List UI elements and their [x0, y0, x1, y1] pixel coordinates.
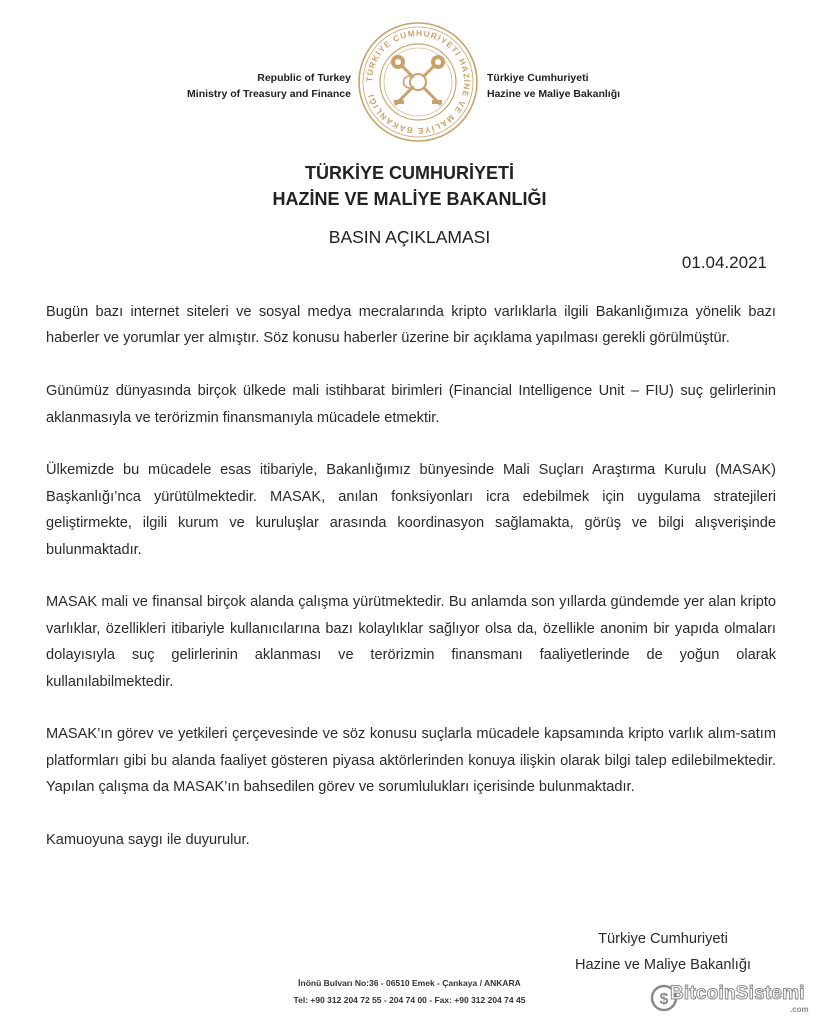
watermark-text: BitcoinSistemi [670, 983, 805, 1004]
paragraph-4: MASAK mali ve finansal birçok alanda çalışma yürütmektedir. Bu anlamda son yıllarda gündemde yer alan kripto varlıklar, özellikleri itibariyle kullanıcılarına bazı kolaylıklar sağlıyor olsa da, özellikle anonim bir yapıda olmaları dolayısıyla suç gelirlerinin aklanması ve terörizmin finansmanı faaliyetlerinde de yoğun olarak kullanılabilmektedir. [46, 594, 776, 690]
signature-block [575, 926, 751, 978]
header-left-line1: Republic of Turkey [257, 72, 351, 84]
signature-line2: Hazine ve Maliye Bakanlığı [574, 957, 751, 973]
header-turkish [487, 70, 620, 102]
watermark-domain: .com [790, 1005, 809, 1014]
header-left-line2: Ministry of Treasury and Finance [187, 88, 351, 100]
header-right-line1: Türkiye Cumhuriyeti [487, 72, 589, 84]
svg-text:$: $ [659, 991, 669, 1008]
header-right-line2: Hazine ve Maliye Bakanlığı [487, 88, 621, 100]
title-line1: TÜRKİYE CUMHURİYETİ [304, 163, 514, 183]
document-title [0, 160, 819, 212]
header-english [187, 70, 351, 102]
paragraph-2: Günümüz dünyasında birçok ülkede mali istihbarat birimleri (Financial Intelligence Unit – FIU) suç gelirlerinin aklanmasıyla ve terörizmin finansmanıyla mücadele etmektir. [46, 383, 776, 426]
release-date: 01.04.2021 [681, 253, 767, 272]
title-line2: HAZİNE VE MALİYE BAKANLIĞI [272, 189, 547, 209]
paragraph-1: Bugün bazı internet siteleri ve sosyal medya mecralarında kripto varlıklarla ilgili Bakanlığımıza yönelik bazı haberler ve yorumlar yer almıştır. Söz konusu haberler üzerine bir açıklama yapılması gerekli görülmüştür. [46, 304, 776, 347]
press-release-body [46, 299, 776, 880]
press-release-heading: BASIN AÇIKLAMASI [328, 227, 491, 247]
footer-line2: Tel: +90 312 204 72 55 - 204 74 00 - Fax: +90 312 204 74 45 [293, 995, 526, 1005]
paragraph-3: Ülkemizde bu mücadele esas itibariyle, Bakanlığımız bünyesinde Mali Suçları Araştırma Kurulu (MASAK) Başkanlığı’nca yürütülmektedir. MASAK, anılan fonksiyonları icra edebilmek için uygulama stratejileri geliştirmekte, ilgili kurum ve kuruluşlar arasında koordinasyon sağlamakta, görüş ve bilgi alışverişinde bulunmaktadır. [46, 462, 776, 558]
ministry-seal-icon [356, 20, 480, 144]
footer-line1: İnönü Bulvarı No:36 - 06510 Emek - Çankaya / ANKARA [298, 978, 521, 988]
seal-text: TÜRKİYE CUMHURİYETİ HAZİNE VE MALİYE BAKANLIĞI [364, 28, 472, 136]
paragraph-5: MASAK’ın görev ve yetkileri çerçevesinde ve söz konusu suçlarla mücadele kapsamında kripto varlık alım-satım platformları gibi bu alanda faaliyet gösteren piyasa aktörlerinden konuya ilişkin olarak bilgi talep edilebilmektedir. Yapılan çalışma da MASAK’ın bahsedilen görev ve sorumlulukları içerisinde bulunmaktadır. [46, 726, 776, 796]
paragraph-closing: Kamuoyuna saygı ile duyurulur. [46, 832, 250, 849]
signature-line1: Türkiye Cumhuriyeti [598, 931, 728, 947]
